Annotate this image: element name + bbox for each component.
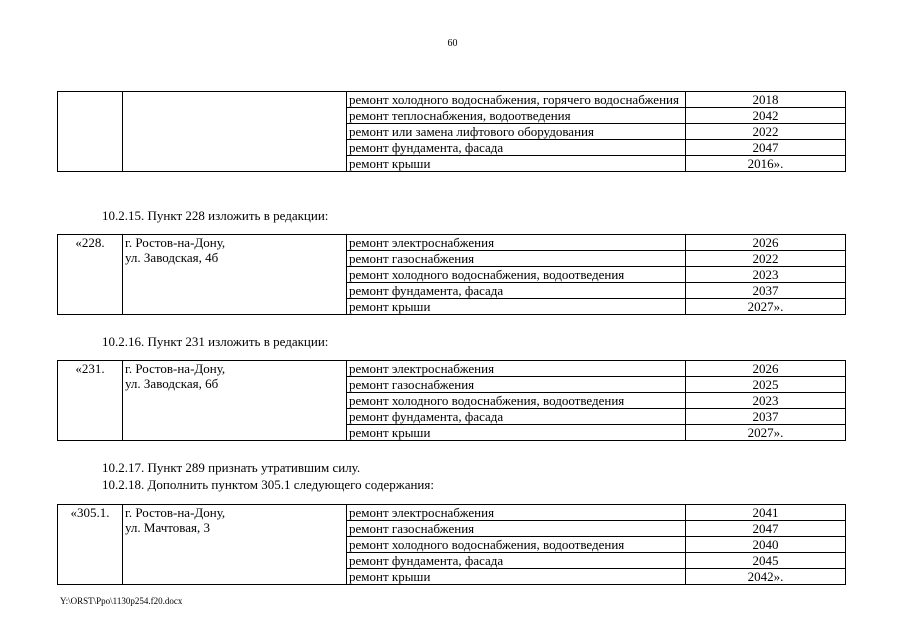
- address-cell: [123, 505, 347, 585]
- year-cell: 2027».: [686, 425, 846, 441]
- work-cell: ремонт фундамента, фасада: [347, 409, 686, 425]
- footer-file-path: Y:\ORST\Ppo\1130p254.f20.docx: [60, 596, 183, 606]
- page-number: 60: [447, 38, 458, 49]
- work-cell: ремонт холодного водоснабжения, водоотведения: [347, 393, 686, 409]
- work-cell: ремонт газоснабжения: [347, 521, 686, 537]
- year-cell: 2037: [686, 409, 846, 425]
- work-cell: ремонт крыши: [347, 569, 686, 585]
- table-row: [58, 361, 846, 377]
- number-cell: [58, 92, 123, 172]
- work-cell: ремонт газоснабжения: [347, 251, 686, 267]
- address-street: ул. Заводская, 6б: [125, 376, 219, 391]
- address-city: г. Ростов-на-Дону,: [125, 505, 226, 520]
- work-cell: ремонт холодного водоснабжения, горячего водоснабжения: [347, 92, 686, 108]
- address-cell: [123, 92, 347, 172]
- paragraph-10-2-18: 10.2.18. Дополнить пунктом 305.1 следующего содержания:: [102, 477, 434, 492]
- address-street: ул. Заводская, 4б: [125, 250, 219, 265]
- year-cell: 2018: [686, 92, 846, 108]
- table-item-228: [57, 234, 846, 315]
- work-cell: ремонт фундамента, фасада: [347, 553, 686, 569]
- year-cell: 2022: [686, 124, 846, 140]
- work-cell: ремонт электроснабжения: [347, 361, 686, 377]
- work-cell: ремонт фундамента, фасада: [347, 283, 686, 299]
- year-cell: 2045: [686, 553, 846, 569]
- address-city: г. Ростов-на-Дону,: [125, 235, 226, 250]
- work-cell: ремонт фундамента, фасада: [347, 140, 686, 156]
- work-cell: ремонт или замена лифтового оборудования: [347, 124, 686, 140]
- address-street: ул. Мачтовая, 3: [125, 520, 210, 535]
- work-cell: ремонт электроснабжения: [347, 505, 686, 521]
- table-row: [58, 505, 846, 521]
- year-cell: 2042: [686, 108, 846, 124]
- year-cell: 2023: [686, 267, 846, 283]
- paragraph-10-2-16: 10.2.16. Пункт 231 изложить в редакции:: [102, 334, 329, 349]
- year-cell: 2026: [686, 235, 846, 251]
- item-number: «228.: [58, 235, 123, 315]
- address-cell: [123, 235, 347, 315]
- address-cell: [123, 361, 347, 441]
- work-cell: ремонт электроснабжения: [347, 235, 686, 251]
- work-cell: ремонт холодного водоснабжения, водоотведения: [347, 537, 686, 553]
- year-cell: 2022: [686, 251, 846, 267]
- work-cell: ремонт газоснабжения: [347, 377, 686, 393]
- work-cell: ремонт крыши: [347, 299, 686, 315]
- year-cell: 2037: [686, 283, 846, 299]
- paragraph-10-2-17: 10.2.17. Пункт 289 признать утратившим силу.: [102, 460, 361, 475]
- paragraph-10-2-15: 10.2.15. Пункт 228 изложить в редакции:: [102, 208, 329, 223]
- year-cell: 2047: [686, 521, 846, 537]
- item-number: «231.: [58, 361, 123, 441]
- table-row: [58, 235, 846, 251]
- year-cell: 2016».: [686, 156, 846, 172]
- year-cell: 2041: [686, 505, 846, 521]
- table-item-305-1: [57, 504, 846, 585]
- table-continuation: [57, 91, 846, 172]
- work-cell: ремонт крыши: [347, 156, 686, 172]
- work-cell: ремонт теплоснабжения, водоотведения: [347, 108, 686, 124]
- year-cell: 2023: [686, 393, 846, 409]
- year-cell: 2042».: [686, 569, 846, 585]
- work-cell: ремонт холодного водоснабжения, водоотведения: [347, 267, 686, 283]
- year-cell: 2040: [686, 537, 846, 553]
- table-row: [58, 92, 846, 108]
- year-cell: 2047: [686, 140, 846, 156]
- work-cell: ремонт крыши: [347, 425, 686, 441]
- year-cell: 2027».: [686, 299, 846, 315]
- table-item-231: [57, 360, 846, 441]
- year-cell: 2025: [686, 377, 846, 393]
- year-cell: 2026: [686, 361, 846, 377]
- item-number: «305.1.: [58, 505, 123, 585]
- address-city: г. Ростов-на-Дону,: [125, 361, 226, 376]
